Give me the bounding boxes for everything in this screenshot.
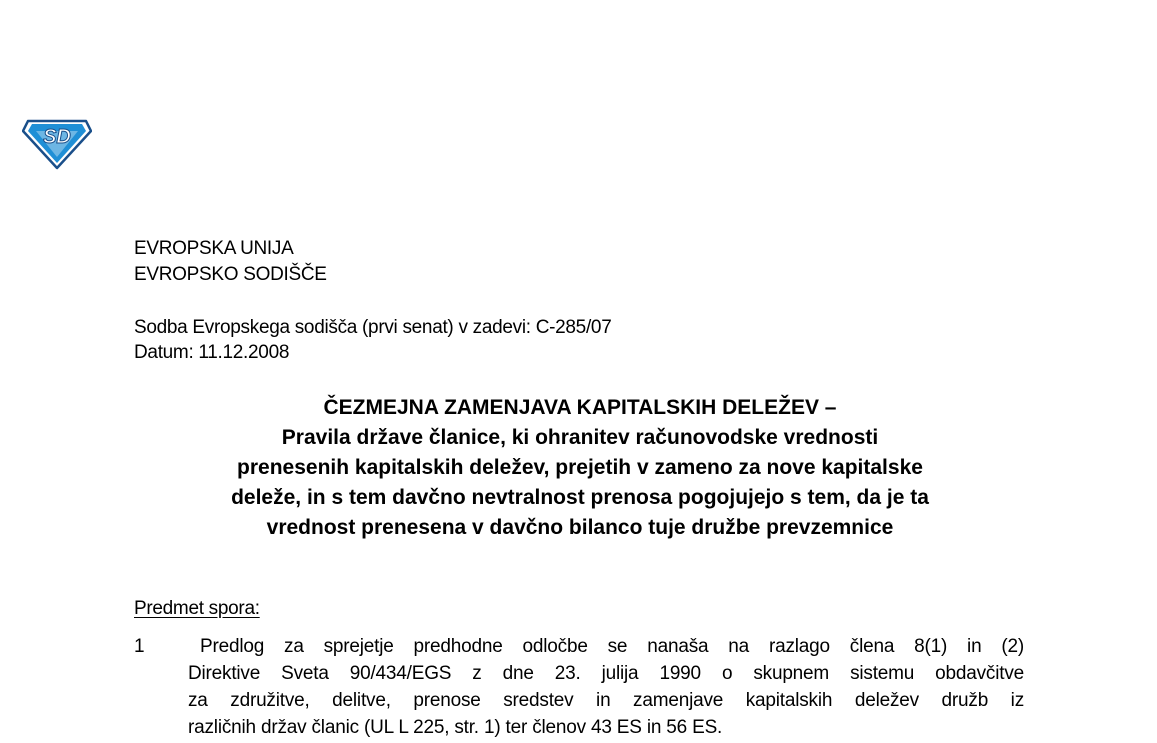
ruling-info bbox=[134, 315, 611, 365]
logo-lettering: SD bbox=[43, 126, 71, 148]
institution-line-court: EVROPSKO SODIŠČE bbox=[134, 264, 327, 285]
institution-header bbox=[134, 236, 327, 288]
title-line: Pravila države članice, ki ohranitev računovodske vrednosti bbox=[281, 426, 879, 449]
institution-line-union: EVROPSKA UNIJA bbox=[134, 238, 294, 259]
title-line: ČEZMEJNA ZAMENJAVA KAPITALSKIH DELEŽEV – bbox=[323, 396, 837, 419]
title-line: deleže, in s tem davčno nevtralnost prenosa pogojujejo s tem, da je ta bbox=[231, 486, 929, 509]
sd-diamond-logo-icon bbox=[22, 117, 92, 171]
paragraph-number: 1 bbox=[134, 636, 145, 657]
ruling-date: Datum: 11.12.2008 bbox=[134, 342, 290, 363]
case-reference: Sodba Evropskega sodišča (prvi senat) v zadevi: C-285/07 bbox=[134, 317, 612, 338]
document-title bbox=[100, 393, 1060, 543]
paragraph-line: Predlog za sprejetje predhodne odločbe se nanaša na razlago člena 8(1) in (2) bbox=[200, 636, 1024, 657]
title-line: vrednost prenesena v davčno bilanco tuje družbe prevzemnice bbox=[266, 516, 894, 539]
paragraph-text bbox=[188, 633, 1024, 741]
paragraph-line: Direktive Sveta 90/434/EGS z dne 23. julija 1990 o skupnem sistemu obdavčitve bbox=[188, 663, 1024, 684]
section-heading-subject: Predmet spora: bbox=[134, 598, 260, 619]
paragraph-line: za združitve, delitve, prenose sredstev in zamenjave kapitalskih deležev družb iz bbox=[188, 690, 1024, 711]
title-line: prenesenih kapitalskih deležev, prejetih v zameno za nove kapitalske bbox=[237, 456, 923, 479]
paragraph-line: različnih držav članic (UL L 225, str. 1) ter členov 43 ES in 56 ES. bbox=[188, 717, 723, 738]
